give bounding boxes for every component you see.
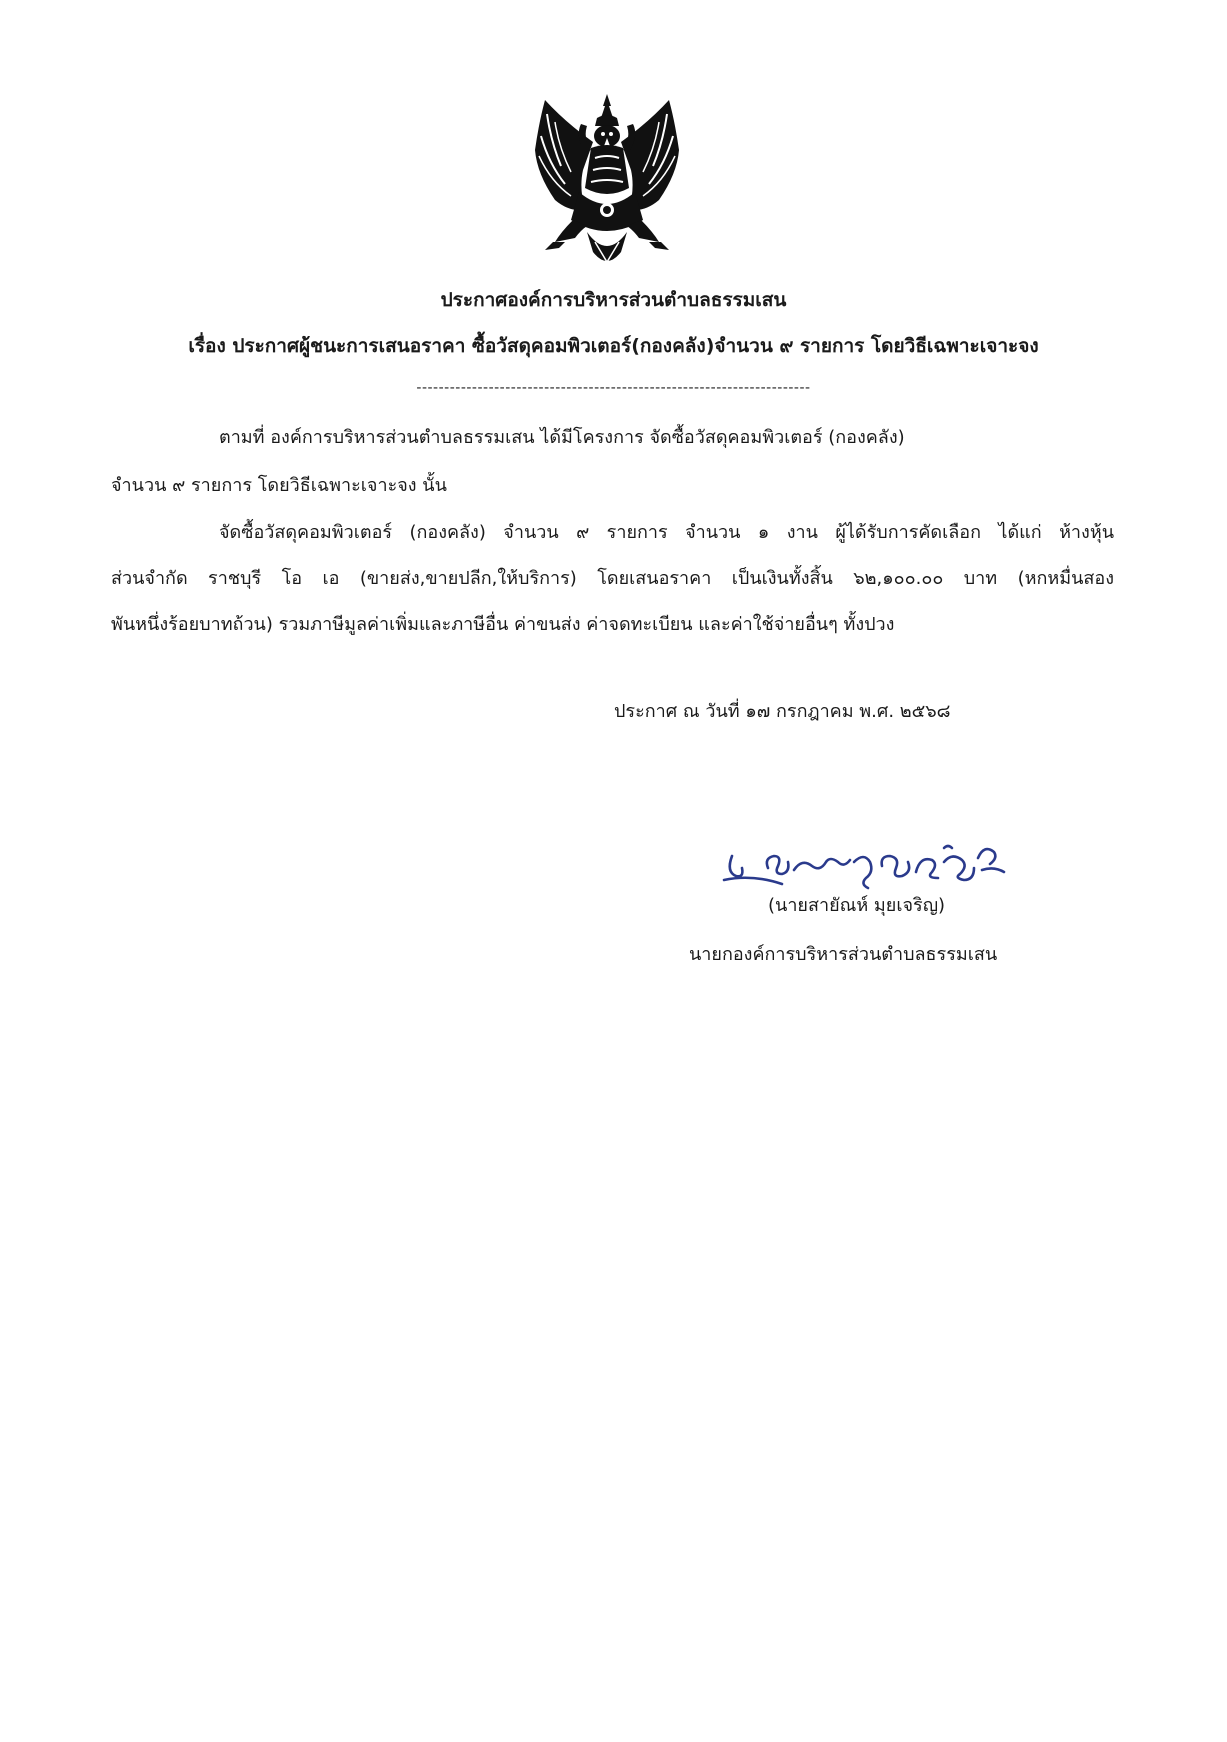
signer-name: (นายสายัณห์ มุยเจริญ) bbox=[768, 895, 946, 916]
announce-date: ประกาศ ณ วันที่ ๑๗ กรกฎาคม พ.ศ. ๒๕๖๘ bbox=[614, 701, 951, 722]
paragraph-1-line-2: จำนวน ๙ รายการ โดยวิธีเฉพาะเจาะจง นั้น bbox=[111, 475, 447, 496]
page-title: ประกาศองค์การบริหารส่วนตำบลธรรมเสน bbox=[440, 289, 787, 311]
signer-title: นายกองค์การบริหารส่วนตำบลธรรมเสน bbox=[689, 944, 998, 965]
paragraph-2-line-2: ส่วนจำกัด ราชบุรี โอ เอ (ขายส่ง,ขายปลีก,ให้บริการ) โดยเสนอราคา เป็นเงินทั้งสิ้น ๖๒,๑๐๐.๐๐ บาท (หกหมื่นสอง bbox=[111, 568, 1114, 589]
paragraph-2-line-3: พันหนึ่งร้อยบาทถ้วน) รวมภาษีมูลค่าเพิ่มและภาษีอื่น ค่าขนส่ง ค่าจดทะเบียน และค่าใช้จ่ายอื่นๆ ทั้งปวง bbox=[111, 614, 895, 635]
paragraph-1-line-1: ตามที่ องค์การบริหารส่วนตำบลธรรมเสน ได้มีโครงการ จัดซื้อวัสดุคอมพิวเตอร์ (กองคลัง) bbox=[219, 427, 905, 448]
subject-heading: เรื่อง ประกาศผู้ชนะการเสนอราคา ซื้อวัสดุคอมพิวเตอร์(กองคลัง)จำนวน ๙ รายการ โดยวิธีเฉพาะเจาะจง bbox=[188, 335, 1039, 357]
divider: ----------------------------------------------------------------------- bbox=[416, 380, 811, 396]
garuda-emblem-icon bbox=[525, 92, 690, 270]
paragraph-2-line-1: จัดซื้อวัสดุคอมพิวเตอร์ (กองคลัง) จำนวน ๙ รายการ จำนวน ๑ งาน ผู้ได้รับการคัดเลือก ได้แก่ ห้างหุ้น bbox=[219, 522, 1115, 543]
